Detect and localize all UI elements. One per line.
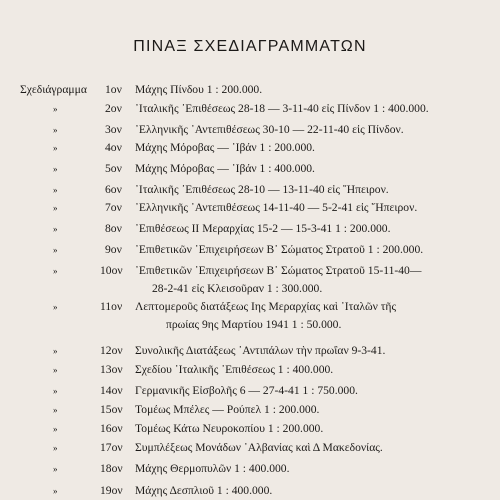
entry-text: Μάχης Δεσπλιοῦ 1 : 400.000. [135, 484, 273, 497]
entry-text: ᾽Ελληνικῆς ᾽Αντεπιθέσεως 14-11-40 — 5-2-41 εἰς ῞Ηπειρον. [135, 201, 418, 214]
entry-text: ᾽Επιθετικῶν ᾽Επιχειρήσεων Β᾽ Σώματος Στρατοῦ 1 : 200.000. [135, 243, 424, 256]
entry-number: 15ον [100, 403, 123, 416]
ditto-mark: » [53, 224, 58, 234]
entry-number: 14ον [100, 384, 123, 397]
ditto-mark: » [53, 164, 58, 174]
entry-number: 18ον [100, 462, 123, 475]
entry-number: 4ον [105, 141, 122, 154]
ditto-mark: » [53, 405, 58, 415]
entry-number: 2ον [105, 102, 122, 115]
entry-number: 9ον [105, 243, 122, 256]
ditto-mark: » [53, 104, 58, 114]
ditto-mark: » [53, 266, 58, 276]
entry-number: 11ον [100, 300, 123, 313]
entry-number: 17ον [100, 441, 123, 454]
ditto-mark: » [53, 245, 58, 255]
entry-number: 13ον [100, 363, 123, 376]
entry-text: Τομέως Κάτω Νευροκοπίου 1 : 200.000. [135, 422, 324, 435]
ditto-mark: » [53, 386, 58, 396]
ditto-mark: » [53, 365, 58, 375]
ditto-mark: » [53, 302, 58, 312]
entry-text: 28-2-41 εἰς Κλεισοῦραν 1 : 300.000. [152, 282, 323, 295]
ditto-mark: » [53, 464, 58, 474]
entry-number: 16ον [100, 422, 123, 435]
entry-text: Μάχης Μόροβας — ᾽Ιβάν 1 : 200.000. [135, 141, 315, 154]
entry-text: ᾽Επιθέσεως ΙΙ Μεραρχίας 15-2 — 15-3-41 1 : 200.000. [135, 222, 391, 235]
page-title: ΠΙΝΑΞ ΣΧΕΔΙΑΓΡΑΜΜΑΤΩΝ [133, 38, 367, 55]
ditto-mark: » [53, 443, 58, 453]
entry-lead-label: Σχεδιάγραμμα [20, 83, 87, 96]
ditto-mark: » [53, 143, 58, 153]
ditto-mark: » [53, 125, 58, 135]
entry-text: Λεπτομεροῦς διατάξεως Ιης Μεραρχίας καὶ ᾽Ιταλῶν τῆς [135, 300, 397, 313]
ditto-mark: » [53, 203, 58, 213]
entry-text: Μάχης Πίνδου 1 : 200.000. [135, 83, 263, 96]
entry-text: Μάχης Μόροβας — ᾽Ιβάν 1 : 400.000. [135, 162, 315, 175]
entry-text: Γερμανικῆς Εἰσβολῆς 6 — 27-4-41 1 : 750.000. [135, 384, 358, 397]
entry-text: ᾽Ιταλικῆς ᾽Επιθέσεως 28-10 — 13-11-40 εἰς ῞Ηπειρον. [135, 183, 389, 196]
entry-text: Σχεδίου ᾽Ιταλικῆς ᾽Επιθέσεως 1 : 400.000. [135, 363, 334, 376]
ditto-mark: » [53, 486, 58, 496]
ditto-mark: » [53, 346, 58, 356]
entry-number: 10ον [100, 264, 123, 277]
entry-text: Τομέως Μπέλες — Ρούπελ 1 : 200.000. [135, 403, 320, 416]
entry-number: 7ον [105, 201, 122, 214]
entry-text: Συμπλέξεως Μονάδων ᾽Αλβανίας καὶ Δ Μακεδονίας. [135, 441, 383, 454]
entry-text: πρωίας 9ης Μαρτίου 1941 1 : 50.000. [166, 318, 342, 331]
entry-number: 1ον [105, 83, 122, 96]
entry-text: ᾽Ελληνικῆς ᾽Αντεπιθέσεως 30-10 — 22-11-40 εἰς Πίνδον. [135, 123, 404, 136]
entry-number: 12ον [100, 344, 123, 357]
entry-text: ᾽Ιταλικῆς ᾽Επιθέσεως 28-18 — 3-11-40 εἰς Πίνδον 1 : 400.000. [135, 102, 429, 115]
entry-number: 5ον [105, 162, 122, 175]
entry-number: 6ον [105, 183, 122, 196]
entry-text: Συνολικῆς Διατάξεως ᾽Αντιπάλων τὴν πρωΐαν 9-3-41. [135, 344, 386, 357]
entry-number: 19ον [100, 484, 123, 497]
entry-number: 3ον [105, 123, 122, 136]
entry-text: ᾽Επιθετικῶν ᾽Επιχειρήσεων Β᾽ Σώματος Στρατοῦ 15-11-40— [135, 264, 422, 277]
entry-number: 8ον [105, 222, 122, 235]
ditto-mark: » [53, 424, 58, 434]
entry-text: Μάχης Θερμοπυλῶν 1 : 400.000. [135, 462, 290, 475]
ditto-mark: » [53, 185, 58, 195]
